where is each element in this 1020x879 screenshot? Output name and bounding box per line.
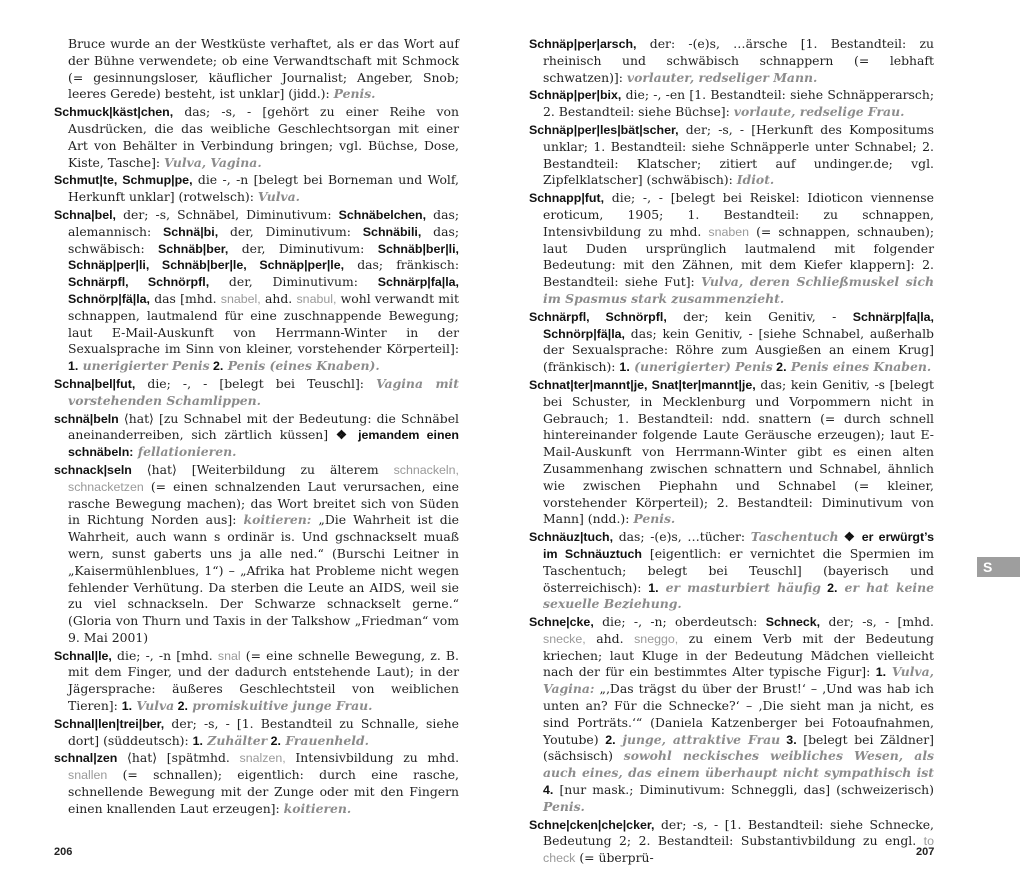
entry-text: ⟨hat⟩ [spätmhd. (117, 750, 240, 766)
entry-text: der, Diminutivum: (218, 223, 363, 239)
entry-bold-term: 2. (820, 580, 838, 595)
entry-headword: Schna|bel|fut, (54, 376, 136, 391)
dictionary-entry (529, 36, 934, 86)
entry-meaning: koitieren: (243, 512, 312, 528)
entry-text: die -, -n [belegt bei Borneman und Wolf, Herkunft unklar] (rotwelsch): (68, 172, 459, 205)
entry-headword: Schnal|len|trei|ber, (54, 716, 165, 731)
entry-meaning: vorlauter, redseliger Mann. (626, 69, 818, 85)
entry-bold-term: 2. (174, 699, 188, 714)
entry-bold-term: Schnäbelchen, (338, 207, 427, 222)
entry-headword: Schnäp|per|les|bät|scher, (529, 122, 679, 137)
entry-text: ahd. (260, 290, 297, 306)
entry-meaning: junge, attraktive Frau (615, 731, 781, 747)
entry-bold-term: Schneck, (765, 615, 821, 630)
entry-text: die; -, - [belegt bei Teuschl]: (135, 375, 377, 391)
entry-text: der; -s, - [mhd. (820, 614, 934, 630)
entry-text: Bruce wurde an der Westküste verhaftet, als er das Wort auf der Bühne verwendete; ob eine Verwandtschaft mit Schmock (= gesinnungsloser, käuflicher Journalist; Angeber, Snob; leeres Gerede) besteht, ist unklar] (jidd.): (68, 36, 459, 102)
entry-text: (= eine schnelle Bewegung, z. B. mit dem Finger, und der dadurch entstehende Laut); in der Jägersprache: äußeres Geschlechtsteil von weiblichen Tieren]: (68, 647, 459, 714)
entry-headword: Schnärpfl, Schnörpfl, (529, 309, 667, 324)
entry-bold-term: 3. (780, 732, 797, 747)
entry-text: wohl verwandt mit schnappen, lautmalend für eine zuschnappende Bewegung; laut E-Mail-Auskunft von Herrmann-Winter in der Sexualsprache im Sinn von kleiner, vorstehender Körperteil]: (68, 290, 459, 357)
entry-bold-term: 1. (192, 733, 203, 748)
entry-bold-term: ❖ jemandem einen schnäbeln: (68, 428, 459, 460)
entry-bold-term: 1. (68, 359, 79, 374)
entry-etymon: snal (217, 648, 241, 663)
entry-etymon: schnackeln, schnacketzen (68, 462, 459, 494)
entry-text: [nur mask.; Diminutivum: Schneggli, das] (schweizerisch) (553, 782, 934, 798)
entry-text: das [mhd. (149, 290, 221, 306)
entry-meaning: Vulva, deren Schließmuskel sich im Spasmus stark zusammenzieht. (543, 274, 934, 306)
entry-headword: Schne|cken|che|cker, (529, 817, 655, 832)
entry-bold-term: 4. (543, 783, 554, 798)
entry-headword: Schnat|ter|mannt|je, Snat|ter|mannt|je, (529, 377, 756, 392)
entry-meaning: sowohl neckisches weibliches Wesen, als auch eines, das einem überhaupt nicht sympathisch ist (543, 748, 935, 781)
dictionary-entry (54, 376, 459, 410)
entry-meaning: fellationieren. (133, 444, 237, 460)
entry-text: das; fränkisch: (344, 257, 460, 273)
right-page-column (529, 36, 934, 868)
entry-text: Intensivbildung zu mhd. (285, 750, 460, 766)
entry-text: die; -, -n; oberdeutsch: (593, 614, 766, 630)
entry-text: der, Diminutivum: (228, 240, 378, 256)
entry-meaning: promiskuitive junge Frau. (187, 698, 373, 714)
entry-bold-term: ❖ er erwürgt’s im Schnäuztuch (543, 530, 934, 561)
dictionary-entry (529, 529, 934, 613)
dictionary-entry (54, 207, 459, 375)
entry-meaning: Vulva. (257, 189, 300, 205)
dictionary-entry (54, 716, 459, 750)
entry-meaning: er masturbiert häufig (658, 579, 821, 595)
entry-headword: Schmuck|käst|chen, (54, 105, 174, 120)
entry-meaning: Penis (eines Knaben). (223, 358, 380, 374)
entry-meaning: koitieren. (283, 800, 352, 816)
dictionary-entry (529, 122, 934, 189)
dictionary-entry (529, 817, 934, 867)
dictionary-entry (529, 614, 934, 816)
entry-meaning: Vagina mit vorstehenden Schamlippen. (68, 375, 459, 408)
entry-meaning: Vulva (132, 698, 175, 714)
entry-text: das; alemannisch: (68, 206, 459, 239)
dictionary-entry (529, 87, 934, 121)
entry-headword: schnack|seln (54, 462, 132, 477)
entry-etymon: snaben (708, 224, 750, 239)
entry-meaning: Vulva, Vagina. (164, 154, 262, 170)
entry-bold-term: Schnärp|fa|la, Schnörp|fä|la, (543, 309, 935, 341)
entry-headword: Schmut|te, Schmup|pe, (54, 173, 193, 188)
entry-text: die; -, -en [1. Bestandteil: siehe Schnäpperarsch; 2. Bestandteil: siehe Büchse]: (543, 87, 934, 120)
entry-meaning: vorlaute, redselige Frau. (733, 104, 905, 120)
entry-headword: schnä|beln (54, 411, 119, 426)
entry-text: „‚Das trägst du über der Brust!‘ – ‚Und was hab ich unten an? Für die Schnecke?‘ – ‚Die sieht man ja nicht, es sind Porträts.‘“ (Daniela Katzenberger bei Fotoaufnahmen, Youtube) (543, 681, 934, 747)
entry-text: „Die Wahrheit ist die Wahrheit, auch wann s ordinär is. Und gschnackselt muaß wern, sunst gaberts uns ja alle ned.“ (Burschi Leitner in „Kaisermühlenblues, 1“) – „Afrika hat Probleme nicht wegen fehlender Verhütung. Da sterben die Leute an AIDS, weil sie zu viel schnackseln. Der Schwarze schnackselt gerne.“ (Gloria von Thurn und Taxis in der Talkshow „Friedman“ vom 9. Mai 2001) (68, 512, 459, 645)
entry-headword: Schnäuz|tuch, (529, 530, 614, 545)
dictionary-entry (54, 462, 459, 647)
entry-text: (= einen schnalzenden Laut verursachen, eine rasche Bewegung machen); das Wort breitet sich von Süden in Richtung Norden aus]: (68, 478, 459, 528)
entry-bold-term: 1. (648, 580, 659, 595)
entry-headword: Schnäp|per|bix, (529, 88, 622, 103)
entry-text: [eigentlich: er vernichtet die Spermien im Taschentuch; belegt bei Teuschl] (bayerisch und österreichisch): (543, 545, 934, 595)
entry-text: das; kein Genitiv, - [siehe Schnabel, außerhalb der Sexualsprache: Röhre zum Ausgießen an einem Krug] (fränkisch): (543, 325, 934, 375)
entry-bold-term: Schnä|bi, (163, 224, 219, 239)
entry-bold-term: 1. (875, 665, 887, 680)
entry-meaning: (unerigierter) Penis (629, 359, 773, 375)
entry-text: [belegt bei Zäldner] (sächsisch) (543, 731, 935, 764)
entry-text: der, Diminutivum: (209, 274, 378, 290)
entry-text: der; -s, - [Herkunft des Kompositums unklar; 1. Bestandteil: siehe Schnäpperle unter Schnabel; 2. Bestandteil: Klatscher; zitiert auf undinger.de; vgl. Zipfelklatscher] (schwäbisch): (543, 121, 934, 188)
entry-text: der; kein Genitiv, - (666, 308, 853, 324)
entry-text: der; -s, Schnäbel, Diminutivum: (116, 206, 339, 222)
entry-bold-term: Schnäb|ber|li, Schnäp|per|li, Schnäb|ber|le, Schnäp|per|le, (68, 241, 459, 273)
entry-bold-term: Schnärpfl, Schnörpfl, (68, 275, 210, 290)
entry-text: (= schnallen); eigentlich: durch eine rasche, schnellende Bewegung mit der Zunge oder mit den Fingern einen knallenden Laut erzeugen]: (68, 767, 459, 816)
entry-text: das; kein Genitiv, -s [belegt bei Schuster, in Mecklenburg und Vorpommern nicht in Gebrauch; 1. Bestandteil: ndd. snattern (= durch schnell hintereinander folgende Laute Geräusche erzeugen); laut E-Mail-Auskunft von Herrmann-Winter gibt es einen alten Zusammenhang zwischen schnattern und Schnabel, ähnlich wie zwischen Piephahn und Schnabel (= kleiner, vorstehender Körperteil); 2. Bestandteil: Diminutivum von Mann] (ndd.): (543, 376, 934, 527)
entry-text: (= schnappen, schnauben); laut Duden ursprünglich lautmalend mit folgender Bedeutung: mit den Zähnen, mit dem Kiefer klappern]: 2. Bestandteil: siehe Fut]: (543, 223, 935, 290)
page-number-right: 207 (916, 846, 935, 858)
entry-etymon: snecke, (543, 631, 586, 646)
entry-meaning: Zuhälter (202, 732, 268, 748)
entry-meaning: Penis. (333, 86, 376, 102)
entry-headword: Schnapp|fut, (529, 191, 605, 206)
entry-bold-term: Schnäbili, (362, 224, 422, 239)
entry-etymon: snabul, (296, 291, 337, 306)
entry-headword: schnal|zen (54, 751, 118, 766)
entry-bold-term: 1. (121, 699, 133, 714)
dictionary-entry (54, 750, 459, 817)
entry-text: das; schwäbisch: (68, 223, 460, 256)
entry-headword: Schnal|le, (54, 648, 112, 663)
entry-meaning: Frauenheld. (281, 732, 369, 748)
entry-bold-term: 2. (605, 732, 616, 747)
dictionary-entry (529, 190, 934, 308)
entry-text: ahd. (585, 630, 635, 646)
entry-etymon: to check (543, 834, 934, 866)
page-number-left: 206 (54, 846, 73, 858)
dictionary-entry (54, 411, 459, 461)
entry-meaning: unerigierter Penis (78, 358, 210, 374)
entry-meaning: Penis eines Knaben. (786, 359, 932, 375)
dictionary-entry (54, 104, 459, 171)
entry-text: die; -, -n [mhd. (111, 647, 218, 663)
dictionary-entry (54, 648, 459, 715)
entry-text: zu einem Verb mit der Bedeutung kriechen; laut Kluge in der Bedeutung Mädchen vielleicht nach der für ein bestimmtes Alter typische Figur]: (543, 630, 934, 680)
entry-meaning: er hat keine sexuelle Beziehung. (543, 579, 935, 612)
entry-etymon: sneggo, (634, 631, 679, 646)
entry-headword: Schna|bel, (54, 207, 116, 222)
entry-bold-term: Schnärp|fa|la, Schnörp|fä|la, (68, 275, 459, 306)
entry-text: der: -(e)s, …ärsche [1. Bestandteil: zu rheinisch und schwäbisch schnappern (= lebhaft schwatzen)]: (543, 36, 934, 85)
entry-meaning: Penis. (633, 511, 676, 527)
letter-thumb-index[interactable]: S (977, 557, 1020, 577)
entry-bold-term: 2. (267, 733, 281, 748)
left-page-column (54, 36, 459, 819)
dictionary-entry (529, 309, 934, 376)
entry-bold-term: Schnäb|ber, (158, 241, 229, 256)
dictionary-entry (529, 377, 934, 528)
entry-text: der; -s, - [1. Bestandteil: siehe Schnecke, Bedeutung 2; 2. Bestandteil: Substantivbildung zu engl. (543, 816, 934, 849)
entry-etymon: snalzen, (239, 751, 286, 766)
entry-bold-term: 2. (772, 360, 787, 375)
entry-meaning: Vulva, Vagina: (543, 664, 934, 697)
entry-text: der; -s, - [1. Bestandteil zu Schnalle, siehe dort] (süddeutsch): (68, 715, 459, 748)
entry-text: die; -, - [belegt bei Reiskel: Idioticon viennense eroticum, 1905; 1. Bestandteil: zu schnappen, Intensivbildung zu mhd. (543, 190, 934, 239)
entry-text: das; -s, - [gehört zu einer Reihe von Ausdrücken, die das weibliche Geschlechtsorgan mit einer Art von Behälter in Verbindung bringen; vgl. Büchse, Dose, Kiste, Tasche]: (68, 104, 459, 170)
entry-headword: Schnäp|per|arsch, (529, 37, 637, 51)
entry-meaning: Taschentuch (750, 529, 839, 545)
entry-text: ⟨hat⟩ [zu Schnabel mit der Bedeutung: die Schnäbel aneinanderreiben, sich zärtlich küssen] (68, 410, 459, 443)
entry-meaning: Idiot. (736, 172, 775, 188)
entry-bold-term: 2. (209, 359, 224, 374)
entry-etymon: snabel, (220, 291, 261, 306)
dictionary-entry (54, 36, 459, 103)
entry-meaning: Penis. (543, 798, 585, 814)
entry-text: ⟨hat⟩ [Weiterbildung zu älterem (131, 461, 394, 477)
entry-bold-term: 1. (619, 360, 630, 375)
entry-text: (= überprü- (575, 850, 654, 866)
entry-headword: Schne|cke, (529, 615, 594, 630)
dictionary-entry (54, 172, 459, 206)
entry-etymon: snallen (68, 768, 108, 783)
entry-text: das; -(e)s, …tücher: (613, 529, 751, 545)
